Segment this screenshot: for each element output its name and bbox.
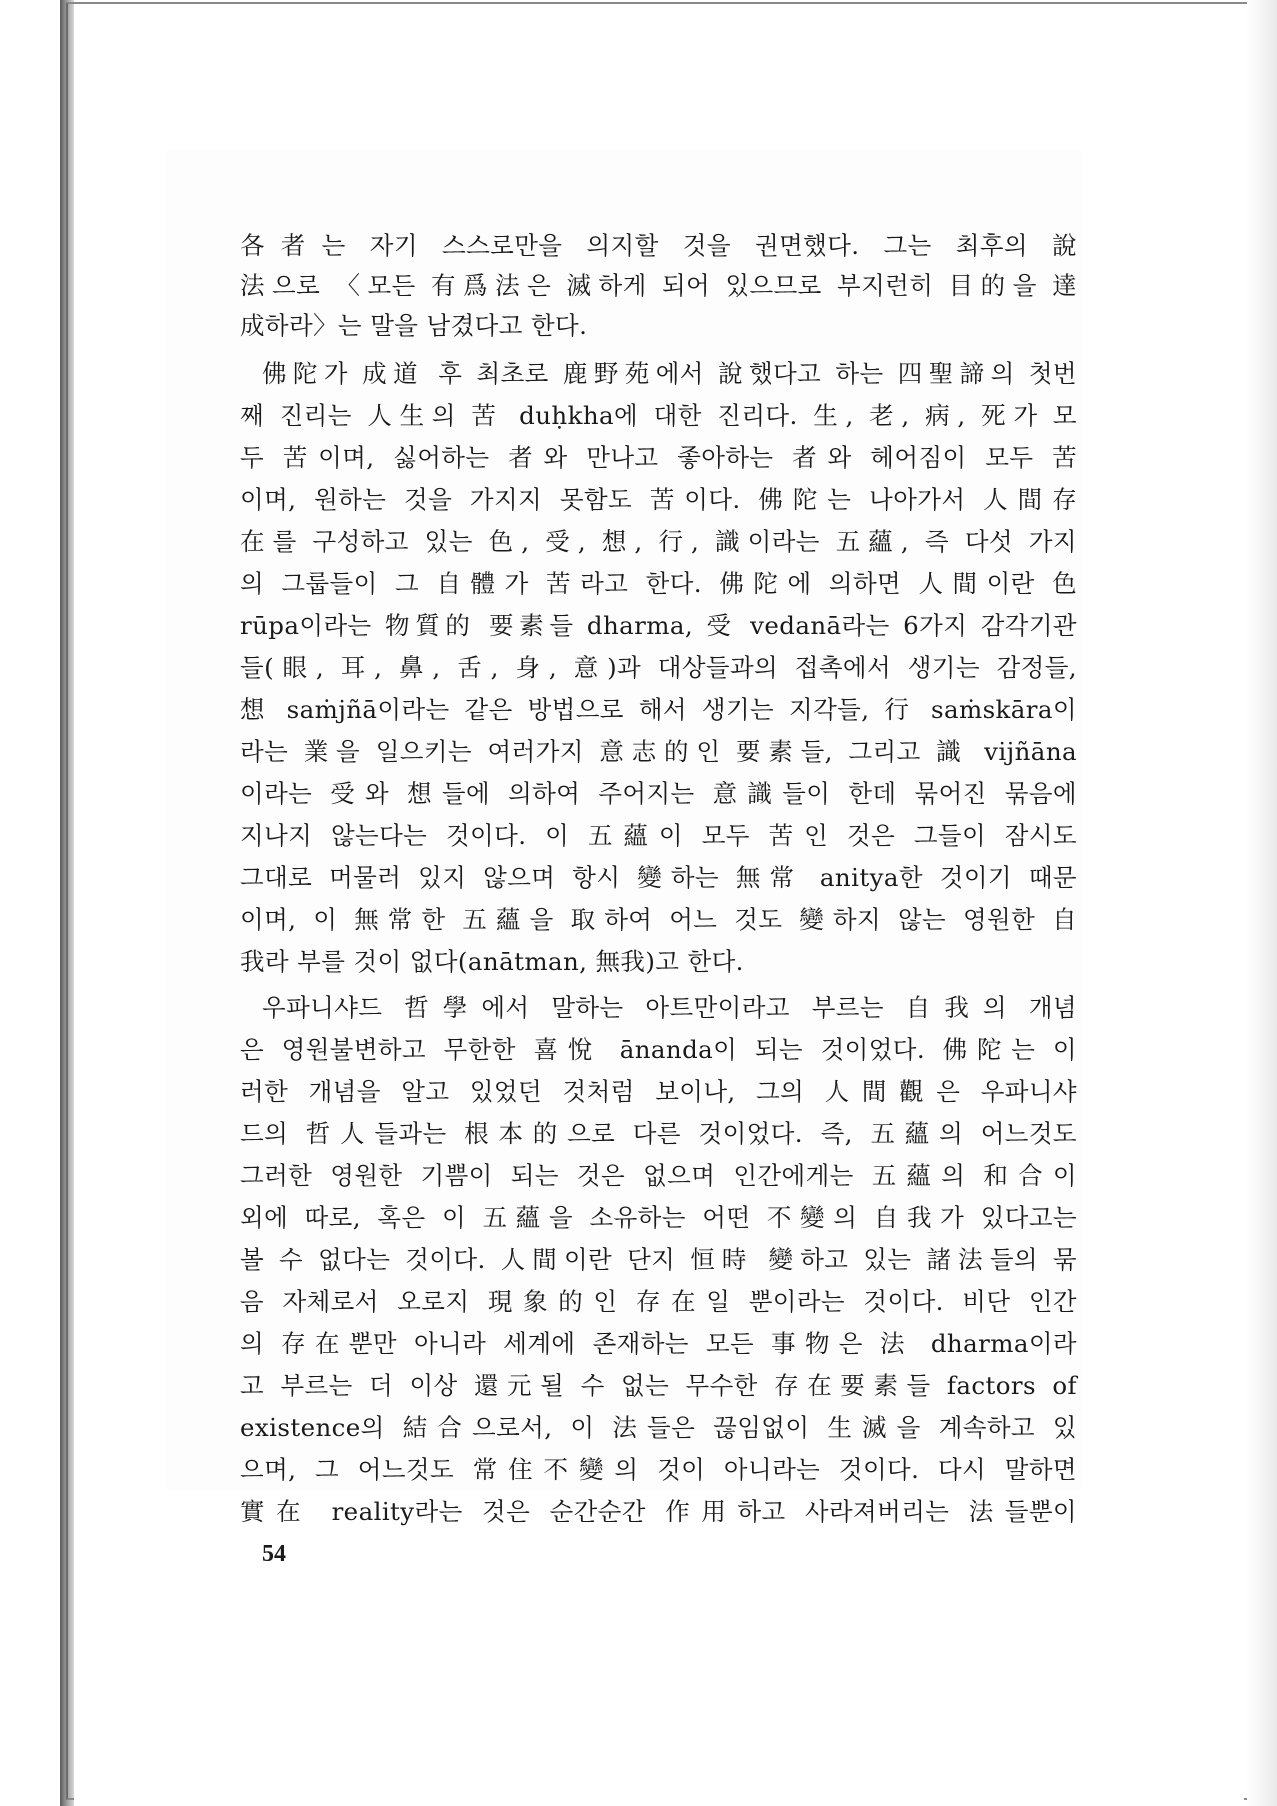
body-line: 은 영원불변하고 무한한 喜悅 ānanda이 되는 것이었다. 佛陀는 이 xyxy=(240,1035,1077,1064)
body-line: 러한 개념을 알고 있었던 것처럼 보이나, 그의 人間觀은 우파니샤 xyxy=(240,1077,1077,1106)
body-line: 두 苦이며, 싫어하는 者와 만나고 좋아하는 者와 헤어짐이 모두 苦 xyxy=(240,443,1077,472)
body-line: 法으로 〈모든 有爲法은 滅하게 되어 있으므로 부지런히 目的을 達 xyxy=(240,271,1077,300)
body-line: 외에 따로, 혹은 이 五蘊을 소유하는 어떤 不變의 自我가 있다고는 xyxy=(240,1203,1077,1232)
body-line: 이며, 원하는 것을 가지지 못함도 苦이다. 佛陀는 나아가서 人間存 xyxy=(240,485,1077,514)
body-line: 이라는 受와 想들에 의하여 주어지는 意識들이 한데 묶어진 묶음에 xyxy=(240,779,1077,808)
body-line: 드의 哲人들과는 根本的으로 다른 것이었다. 즉, 五蘊의 어느것도 xyxy=(240,1119,1077,1148)
page-number: 54 xyxy=(262,1541,286,1567)
body-line: 이며, 이 無常한 五蘊을 取하여 어느 것도 變하지 않는 영원한 自 xyxy=(240,905,1077,934)
page-right-edge xyxy=(1247,0,1277,1806)
body-line: 의 存在뿐만 아니라 세계에 존재하는 모든 事物은 法 dharma이라 xyxy=(240,1329,1077,1358)
body-line: 볼 수 없다는 것이다. 人間이란 단지 恒時 變하고 있는 諸法들의 묶 xyxy=(240,1245,1077,1274)
body-line: 그러한 영원한 기쁨이 되는 것은 없으며 인간에게는 五蘊의 和合이 xyxy=(240,1161,1077,1190)
body-line: 想 saṁjñā이라는 같은 방법으로 해서 생기는 지각들, 行 saṁskāra이 xyxy=(240,695,1077,724)
body-line: 그대로 머물러 있지 않으며 항시 變하는 無常 anitya한 것이기 때문 xyxy=(240,863,1077,892)
body-line: 음 자체로서 오로지 現象的인 存在일 뿐이라는 것이다. 비단 인간 xyxy=(240,1287,1077,1316)
body-line: 在를 구성하고 있는 色, 受, 想, 行, 識이라는 五蘊, 즉 다섯 가지 xyxy=(240,527,1077,556)
body-line: 의 그룹들이 그 自體가 苦라고 한다. 佛陀에 의하면 人間이란 色 xyxy=(240,569,1077,598)
body-line: 으며, 그 어느것도 常住不變의 것이 아니라는 것이다. 다시 말하면 xyxy=(240,1455,1077,1484)
body-line: 實在 reality라는 것은 순간순간 作用하고 사라져버리는 法들뿐이 xyxy=(240,1497,1077,1526)
body-line: 우파니샤드 哲學에서 말하는 아트만이라고 부르는 自我의 개념 xyxy=(262,993,1077,1022)
body-line: existence의 結合으로서, 이 法들은 끊임없이 生滅을 계속하고 있 xyxy=(240,1413,1077,1442)
body-line: 佛陀가 成道 후 최초로 鹿野苑에서 說했다고 하는 四聖諦의 첫번 xyxy=(262,359,1077,388)
body-line: 라는 業을 일으키는 여러가지 意志的인 要素들, 그리고 識 vijñāna xyxy=(240,737,1077,766)
body-line: rūpa이라는 物質的 要素들 dharma, 受 vedanā라는 6가지 감각기관 xyxy=(240,611,1077,640)
body-line: 各者는 자기 스스로만을 의지할 것을 권면했다. 그는 최후의 說 xyxy=(240,231,1077,260)
body-line: 째 진리는 人生의 苦 duḥkha에 대한 진리다. 生, 老, 病, 死가 모 xyxy=(240,401,1077,430)
body-line: 成하라〉는 말을 남겼다고 한다. xyxy=(240,311,588,340)
body-line: 我라 부를 것이 없다(anātman, 無我)고 한다. xyxy=(240,947,744,976)
body-line: 지나지 않는다는 것이다. 이 五蘊이 모두 苦인 것은 그들이 잠시도 xyxy=(240,821,1077,850)
body-line: 고 부르는 더 이상 還元될 수 없는 무수한 存在要素들 factors of xyxy=(240,1371,1077,1400)
body-line: 들(眼, 耳, 鼻, 舌, 身, 意)과 대상들과의 접촉에서 생기는 감정들, xyxy=(240,653,1077,682)
